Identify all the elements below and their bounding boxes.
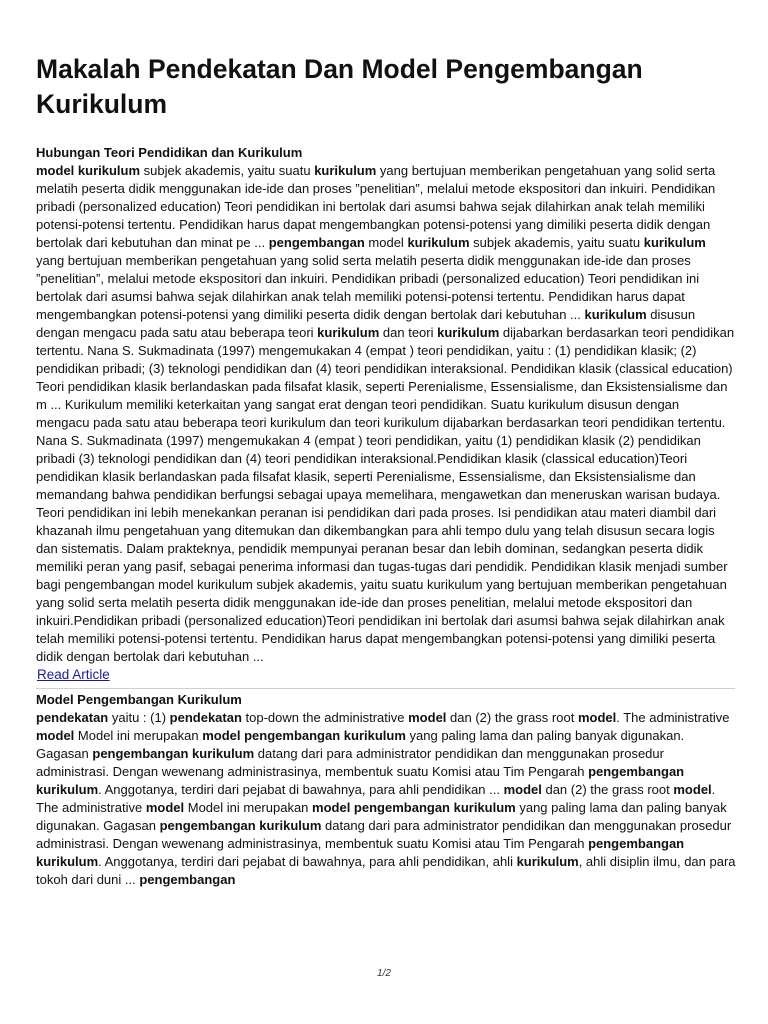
keyword-highlight: kurikulum <box>407 235 470 250</box>
keyword-highlight: kurikulum <box>314 163 377 178</box>
keyword-highlight: model pengembangan kurikulum <box>312 800 516 815</box>
keyword-highlight: pendekatan <box>36 710 109 725</box>
document-page <box>36 52 736 889</box>
section-model-pengembangan <box>36 691 736 889</box>
section-body: pendekatan yaitu : (1) pendekatan top-down the administrative model dan (2) the grass root model. The administrative model Model ini merupakan model pengembangan kurikulum yang paling lama dan paling banyak digunakan. Gagasan pengembangan kurikulum datang dari para administrator pendidikan dan menggunakan prosedur administrasi. Dengan wewenang administrasinya, membentuk suatu Komisi atau Tim Pengarah pengembangan kurikulum. Anggotanya, terdiri dari pejabat di bawahnya, para ahli pendidikan ... model dan (2) the grass root model. The administrative model Model ini merupakan model pengembangan kurikulum yang paling lama dan paling banyak digunakan. Gagasan pengembangan kurikulum datang dari para administrator pendidikan dan menggunakan prosedur administrasi. Dengan wewenang administrasinya, membentuk suatu Komisi atau Tim Pengarah pengembangan kurikulum. Anggotanya, terdiri dari pejabat di bawahnya, para ahli pendidikan, ahli kurikulum, ahli disiplin ilmu, dan para tokoh dari duni ... pengembangan <box>36 710 736 887</box>
keyword-highlight: pengembangan <box>268 235 365 250</box>
keyword-highlight: model <box>673 782 712 797</box>
section-body: model kurikulum subjek akademis, yaitu suatu kurikulum yang bertujuan memberikan pengetahuan yang solid serta melatih peserta didik menggunakan ide-ide dan proses ”penelitian”, melalui metode ekspositori dan inkuiri. Pendidikan pribadi (personalized education) Teori pendidikan ini bertolak dari asumsi bahwa sejak dilahirkan anak telah memiliki potensi-potensi tertentu. Pendidikan harus dapat mengembangkan potensi-potensi yang dimiliki peserta didik dengan bertolak dari kebutuhan dan minat pe ... pengembangan model kurikulum subjek akademis, yaitu suatu kurikulum yang bertujuan memberikan pengetahuan yang solid serta melatih peserta didik menggunakan ide-ide dan proses ”penelitian”, melalui metode ekspositori dan inkuiri. Pendidikan pribadi (personalized education) Teori pendidikan ini bertolak dari asumsi bahwa sejak dilahirkan anak telah memiliki potensi-potensi tertentu. Pendidikan harus dapat mengembangkan potensi-potensi yang dimiliki peserta didik dengan bertolak dari kebutuhan ... kurikulum disusun dengan mengacu pada satu atau beberapa teori kurikulum dan teori kurikulum dijabarkan berdasarkan teori pendidikan tertentu. Nana S. Sukmadinata (1997) mengemukakan 4 (empat ) teori pendidikan, yaitu : (1) pendidikan klasik; (2) pendidikan pribadi; (3) teknologi pendidikan dan (4) teori pendidikan interaksional. Pendidikan klasik (classical education) Teori pendidikan klasik berlandaskan pada filsafat klasik, seperti Perenialisme, Essensialisme, dan Eksistensialisme dan m ... Kurikulum memiliki keterkaitan yang sangat erat dengan teori pendidikan. Suatu kurikulum disusun dengan mengacu pada satu atau beberapa teori kurikulum dan teori kurikulum dijabarkan berdasarkan teori pendidikan tertentu. Nana S. Sukmadinata (1997) mengemukakan 4 (empat ) teori pendidikan, yaitu (1) pendidikan klasik (2) pendidikan pribadi (3) teknologi pendidikan dan (4) teori pendidikan interaksional.Pendidikan klasik (classical education)Teori pendidikan klasik berlandaskan pada filsafat klasik, seperti Perenialisme, Essensialisme, dan Eksistensialisme dan memandang bahwa pendidikan berfungsi sebagai upaya memelihara, mengawetkan dan meneruskan warisan budaya. Teori pendidikan ini lebih menekankan peranan isi pendidikan dari pada proses. Isi pendidikan atau materi diambil dari khazanah ilmu pengetahuan yang ditemukan dan dikembangkan para ahli tempo dulu yang telah disusun secara logis dan sistematis. Dalam prakteknya, pendidik mempunyai peranan besar dan lebih dominan, sedangkan peserta didik memiliki peran yang pasif, sebagai penerima informasi dan tugas-tugas dari pendidik. Pendidikan klasik menjadi sumber bagi pengembangan model kurikulum subjek akademis, yaitu suatu kurikulum yang bertujuan memberikan pengetahuan yang solid serta melatih peserta didik menggunakan ide-ide dan proses penelitian, melalui metode ekspositori dan inkuiri.Pendidikan pribadi (personalized education)Teori pendidikan ini bertolak dari asumsi bahwa sejak dilahirkan anak telah memiliki potensi-potensi tertentu. Pendidikan harus dapat mengembangkan potensi-potensi yang dimiliki peserta didik dengan bertolak dari kebutuhan ... <box>36 163 735 664</box>
keyword-highlight: model <box>577 710 617 725</box>
keyword-highlight: pengembangan <box>139 872 236 887</box>
read-article-link[interactable]: Read Article <box>37 667 110 682</box>
keyword-highlight: model <box>408 710 447 725</box>
keyword-highlight: pengembangan kurikulum <box>159 818 322 833</box>
section-heading: Hubungan Teori Pendidikan dan Kurikulum <box>36 145 303 160</box>
keyword-highlight: pendekatan <box>169 710 242 725</box>
keyword-highlight: model kurikulum <box>36 163 141 178</box>
keyword-highlight: kurikulum <box>516 854 579 869</box>
section-divider <box>36 688 735 689</box>
page-number: 1/2 <box>377 968 391 979</box>
keyword-highlight: pengembangan kurikulum <box>92 746 255 761</box>
keyword-highlight: pengembangan kurikulum <box>36 836 685 869</box>
keyword-highlight: kurikulum <box>317 325 380 340</box>
keyword-highlight: pengembangan kurikulum <box>36 764 685 797</box>
keyword-highlight: model <box>145 800 185 815</box>
keyword-highlight: model <box>503 782 542 797</box>
keyword-highlight: model pengembangan kurikulum <box>202 728 406 743</box>
document-title: Makalah Pendekatan Dan Model Pengembangan Kurikulum <box>36 54 643 119</box>
section-hubungan-teori <box>36 144 736 684</box>
keyword-highlight: kurikulum <box>643 235 706 250</box>
keyword-highlight: model <box>36 728 75 743</box>
section-heading: Model Pengembangan Kurikulum <box>36 692 242 707</box>
keyword-highlight: kurikulum <box>584 307 647 322</box>
keyword-highlight: kurikulum <box>437 325 500 340</box>
